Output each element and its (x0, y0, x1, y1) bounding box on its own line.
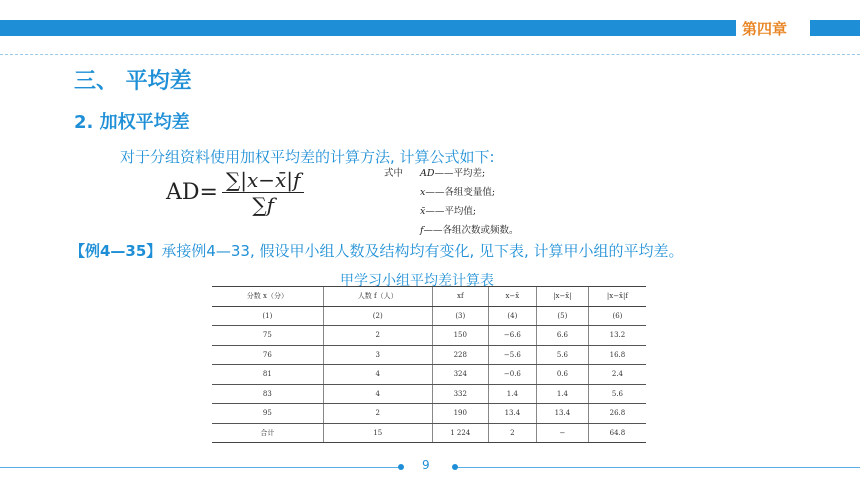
table-cell: 95 (212, 404, 323, 424)
table-cell: (1) (212, 306, 323, 326)
table-cell: 228 (432, 345, 488, 365)
section-title: 三、 平均差 (74, 69, 192, 94)
legend-item: x̄——平均值; (420, 206, 477, 217)
mean-deviation-table (212, 286, 646, 443)
formula-fraction (222, 168, 304, 217)
table-cell: 26.8 (588, 404, 646, 424)
chapter-label: 第四章 (742, 20, 788, 38)
table-cell: (3) (432, 306, 488, 326)
table-cell: 16.8 (588, 345, 646, 365)
table-header-cell: xf (432, 287, 488, 307)
table-cell: 4 (323, 384, 432, 404)
table-cell: 2 (323, 404, 432, 424)
intro-text: 对于分组资料使用加权平均差的计算方法, 计算公式如下: (120, 148, 495, 166)
table-cell: 0.6 (536, 365, 588, 385)
table-cell: −6.6 (488, 326, 536, 346)
table-header-cell: x−x̄ (488, 287, 536, 307)
table-row (212, 384, 646, 404)
table-cell: 合计 (212, 423, 323, 443)
footer-line-left (0, 467, 398, 468)
table-cell: 1.4 (488, 384, 536, 404)
table-caption: 甲学习小组平均差计算表 (340, 273, 494, 289)
table-cell: 13.2 (588, 326, 646, 346)
table-cell: 13.4 (536, 404, 588, 424)
table-header-cell: |x−x̄| (536, 287, 588, 307)
table-cell: 190 (432, 404, 488, 424)
table-cell: (6) (588, 306, 646, 326)
sub-title: 2. 加权平均差 (74, 112, 190, 133)
table-cell: 332 (432, 384, 488, 404)
table-row (212, 404, 646, 424)
header-divider (0, 54, 860, 55)
table-header-cell: 人数 f（人） (323, 287, 432, 307)
table-cell: 64.8 (588, 423, 646, 443)
table-cell: 76 (212, 345, 323, 365)
table-total-row (212, 423, 646, 443)
table-cell: 75 (212, 326, 323, 346)
formula-legend (384, 164, 519, 240)
table-cell: − (536, 423, 588, 443)
table-cell: (4) (488, 306, 536, 326)
page-number: 9 (422, 458, 430, 472)
table-cell: −0.6 (488, 365, 536, 385)
table-cell: (2) (323, 306, 432, 326)
table-row (212, 365, 646, 385)
table-cell: 3 (323, 345, 432, 365)
table-row (212, 345, 646, 365)
table-header-cell: |x−x̄|f (588, 287, 646, 307)
table-cell: 1 224 (432, 423, 488, 443)
table-cell: 4 (323, 365, 432, 385)
table-cell: 5.6 (588, 384, 646, 404)
example-tag: 【例4—35】 (70, 242, 162, 260)
weighted-mean-deviation-formula (166, 168, 304, 217)
table-cell: 2 (323, 326, 432, 346)
table-cell: 150 (432, 326, 488, 346)
footer-line-right (458, 467, 860, 468)
formula-denominator: ∑f (252, 193, 275, 217)
table-cell: 81 (212, 365, 323, 385)
table-cell: 5.6 (536, 345, 588, 365)
legend-item: f——各组次数或频数。 (420, 225, 519, 236)
footer-dot-left (398, 464, 404, 470)
table-row (212, 326, 646, 346)
table-cell: −5.6 (488, 345, 536, 365)
table-cell: (5) (536, 306, 588, 326)
header-bar-right (810, 20, 860, 36)
table-header-cell: 分数 x（分） (212, 287, 323, 307)
legend-item: 式中 AD——平均差; (384, 168, 486, 179)
table-cell: 83 (212, 384, 323, 404)
table-row (212, 306, 646, 326)
header-bar-left (0, 20, 736, 36)
formula-lhs: AD= (166, 180, 218, 205)
table-header-row (212, 287, 646, 307)
legend-item: x——各组变量值; (420, 187, 496, 198)
table-cell: 1.4 (536, 384, 588, 404)
table-cell: 2.4 (588, 365, 646, 385)
example-body: 承接例4—33, 假设甲小组人数及结构均有变化, 见下表, 计算甲小组的平均差。 (161, 242, 684, 260)
table-cell: 2 (488, 423, 536, 443)
table-cell: 324 (432, 365, 488, 385)
example-text (70, 240, 684, 261)
table-cell: 15 (323, 423, 432, 443)
table-cell: 13.4 (488, 404, 536, 424)
formula-numerator: ∑|x−x̄|f (222, 168, 304, 193)
table-cell: 6.6 (536, 326, 588, 346)
